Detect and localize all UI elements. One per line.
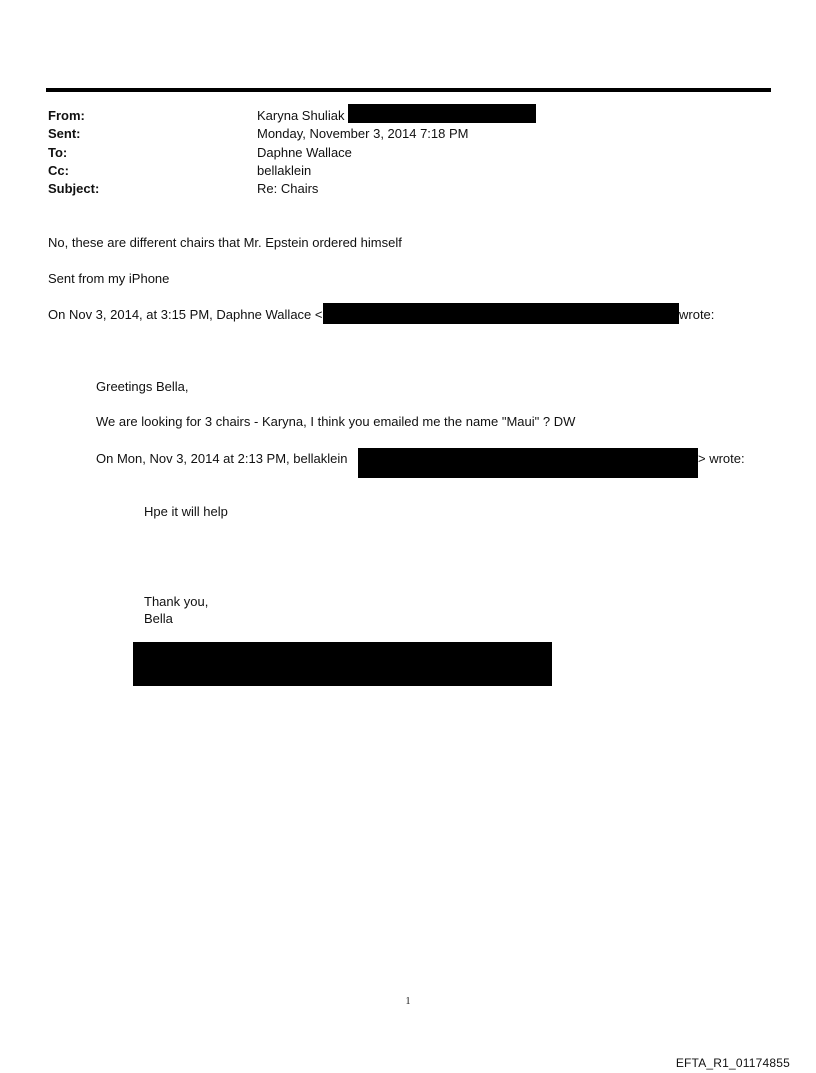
subject-label: Subject: (48, 181, 100, 196)
quote-header-2-suffix: > wrote: (698, 451, 745, 466)
subject-value: Re: Chairs (257, 181, 319, 196)
quote-header-1-suffix: wrote: (679, 307, 715, 322)
sender-name: Bella (144, 611, 173, 626)
to-value: Daphne Wallace (257, 145, 352, 160)
from-value: Karyna Shuliak (257, 108, 345, 123)
quote-header-2-prefix: On Mon, Nov 3, 2014 at 2:13 PM, bellaklein (96, 451, 348, 466)
from-label: From: (48, 108, 85, 123)
page-number: 1 (405, 996, 411, 1007)
cc-value: bellaklein (257, 163, 312, 178)
redaction-from-email (348, 104, 536, 123)
reply-line: No, these are different chairs that Mr. Epstein ordered himself (48, 235, 402, 250)
message-line: We are looking for 3 chairs - Karyna, I think you emailed me the name "Maui" ? DW (96, 414, 576, 429)
document-id: EFTA_R1_01174855 (675, 1056, 790, 1070)
to-label: To: (48, 145, 68, 160)
redaction-bella-email (358, 448, 698, 478)
sent-value: Monday, November 3, 2014 7:18 PM (257, 126, 469, 141)
sent-label: Sent: (48, 126, 81, 141)
redaction-signature-block (133, 642, 552, 686)
thanks-line: Thank you, (144, 594, 209, 609)
inner-message-line: Hpe it will help (144, 504, 228, 519)
cc-label: Cc: (48, 163, 69, 178)
quote-header-1-prefix: On Nov 3, 2014, at 3:15 PM, Daphne Wallace < (48, 307, 323, 322)
header-divider (46, 88, 771, 92)
redaction-daphne-email (323, 303, 679, 324)
greeting-line: Greetings Bella, (96, 379, 189, 394)
sent-from-signature: Sent from my iPhone (48, 271, 170, 286)
